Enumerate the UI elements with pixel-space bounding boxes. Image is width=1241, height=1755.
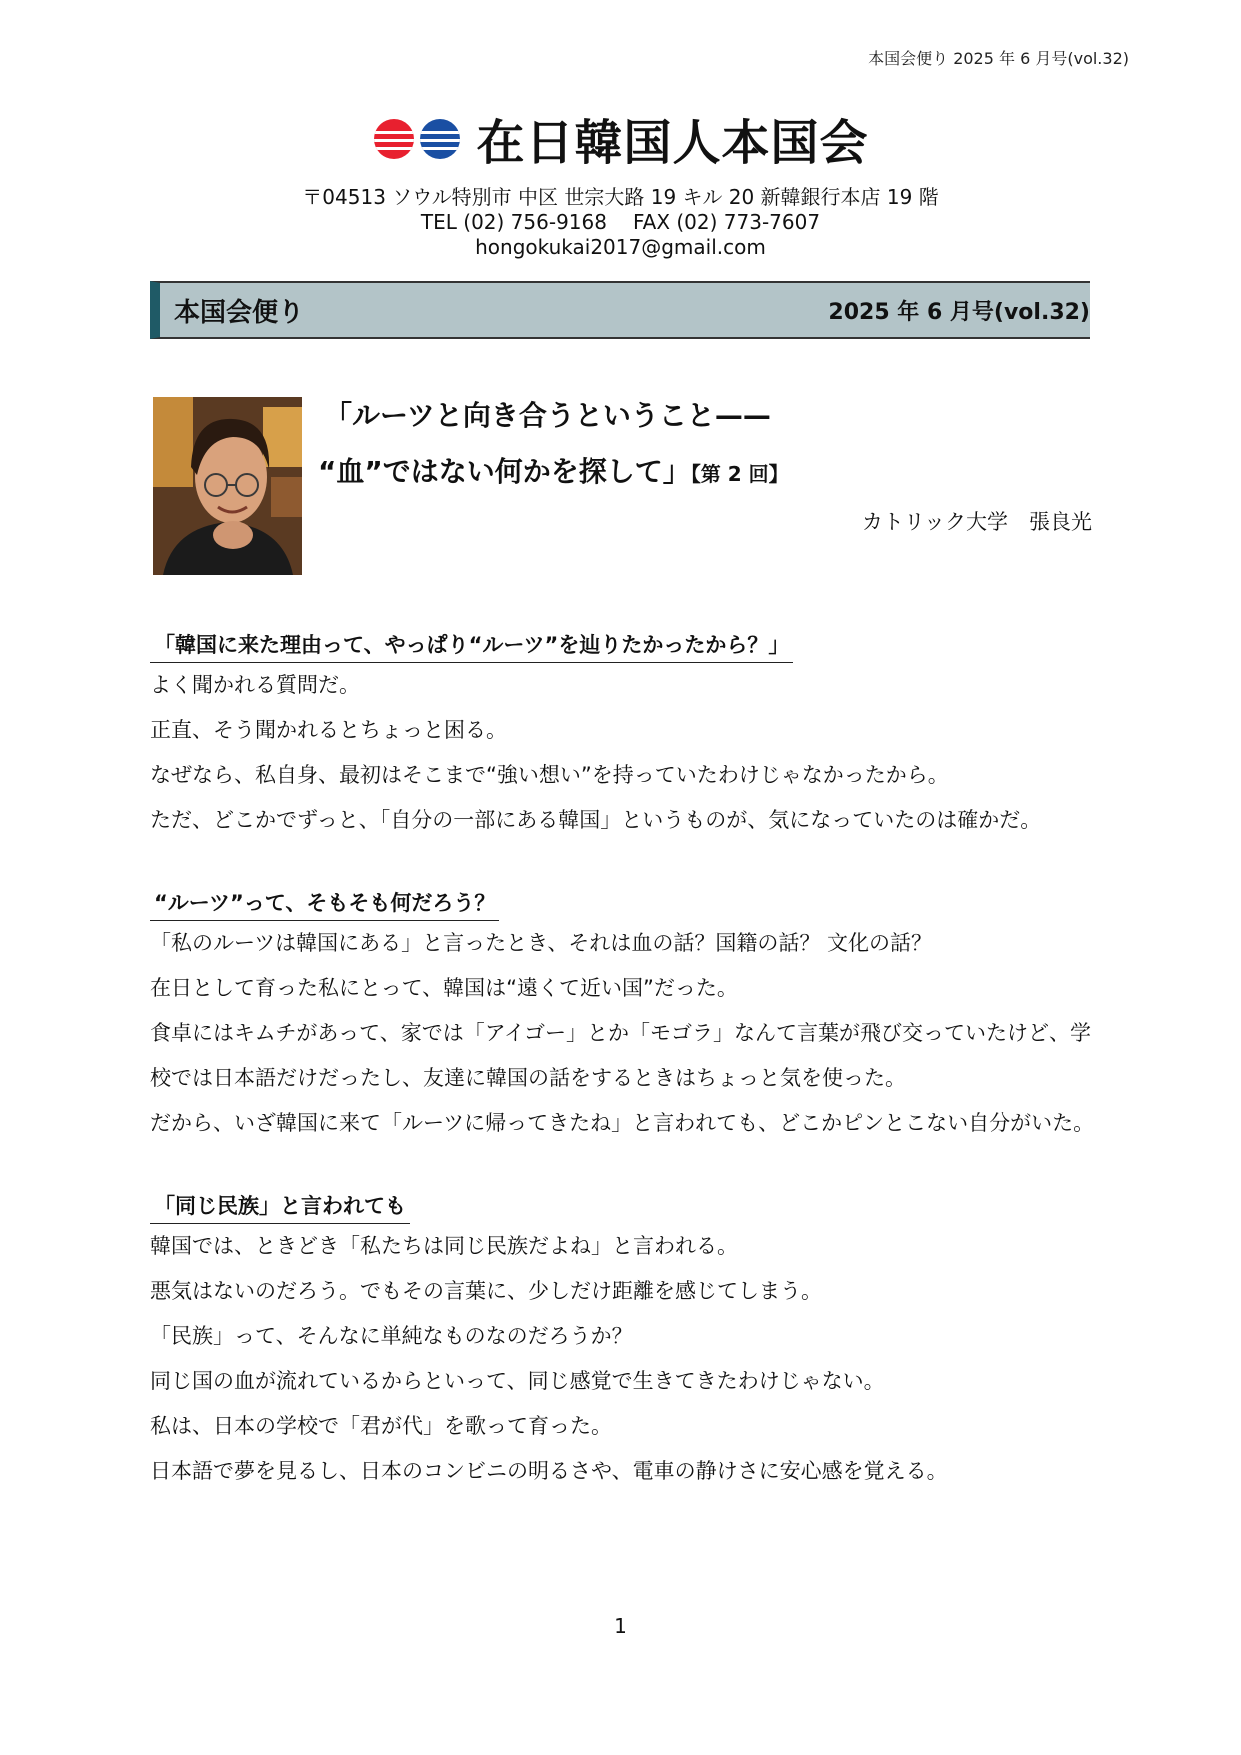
org-title-row [0,104,1241,173]
article-title-line1: 「ルーツと向き合うということ—— [324,399,771,432]
page-number: 1 [614,1614,627,1638]
paragraph: 韓国では、ときどき「私たちは同じ民族だよね」と言われる。 [150,1234,738,1258]
paragraph: なぜなら、私自身、最初はそこまで“強い想い”を持っていたわけじゃなかったから。 [150,763,949,787]
author-photo [153,397,302,575]
newsletter-banner [150,281,1090,339]
paragraph: だから、いざ韓国に来て「ルーツに帰ってきたね」と言われても、どこかピンとこない自分がいた。 [150,1111,1095,1135]
article-body [150,630,1095,1539]
paragraph: 日本語で夢を見るし、日本のコンビニの明るさや、電車の静けさに安心感を覚える。 [150,1459,948,1483]
paragraph: 在日として育った私にとって、韓国は“遠くて近い国”だった。 [150,976,738,1000]
paragraph: ただ、どこかでずっと、「自分の一部にある韓国」というものが、気になっていたのは確かだ。 [150,808,1042,832]
article-title-main: “血”ではない何かを探して」 [318,455,691,488]
organization-fax: FAX (02) 773-7607 [632,210,821,234]
organization-email: hongokukai2017@gmail.com [475,235,766,259]
section-heading: “ルーツ”って、そもそも何だろう？ [150,888,499,921]
running-header: 本国会便り 2025 年 6 月号(vol.32) [868,49,1129,68]
article-title-line2 [318,450,789,490]
organization-name: 在日韓国人本国会 [476,115,869,171]
organization-phone-fax [0,210,1241,235]
author-byline: カトリック大学 張良光 [861,510,1092,534]
organization-header [0,104,1241,260]
article-section [150,1191,1095,1494]
paragraph: 「民族」って、そんなに単純なものなのだろうか？ [150,1324,633,1348]
section-heading: 「同じ民族」と言われても [150,1191,410,1224]
organization-tel: TEL (02) 756-9168 [420,210,607,234]
paragraph: 「私のルーツは韓国にある」と言ったとき、それは血の話？国籍の話？ 文化の話？ [150,931,932,955]
article-section [150,888,1095,1146]
banner-title: 本国会便り [174,297,305,328]
paragraph: 正直、そう聞かれるとちょっと困る。 [150,718,507,742]
paragraph: 食卓にはキムチがあって、家では「アイゴー」とか「モゴラ」なんて言葉が飛び交っていたけど、学校では日本語だけだったし、友達に韓国の話をするときはちょっと気を使った。 [150,1021,1092,1090]
paragraph: よく聞かれる質問だ。 [150,673,360,697]
article-section [150,630,1095,843]
organization-address: 〒04513 ソウル特別市 中区 世宗大路 19 キル 20 新韓銀行本店 19 階 [302,185,939,209]
banner-issue: 2025 年 6 月号(vol.32) [828,299,1090,325]
paragraph: 私は、日本の学校で「君が代」を歌って育った。 [150,1414,612,1438]
paragraph: 同じ国の血が流れているからといって、同じ感覚で生きてきたわけじゃない。 [150,1369,885,1393]
section-heading: 「韓国に来た理由って、やっぱり“ルーツ”を辿りたかったから？」 [150,630,793,663]
paragraph: 悪気はないのだろう。でもその言葉に、少しだけ距離を感じてしまう。 [150,1279,822,1303]
organization-logo-icon [372,117,464,161]
article-series-number: 【第 2 回】 [690,462,789,486]
